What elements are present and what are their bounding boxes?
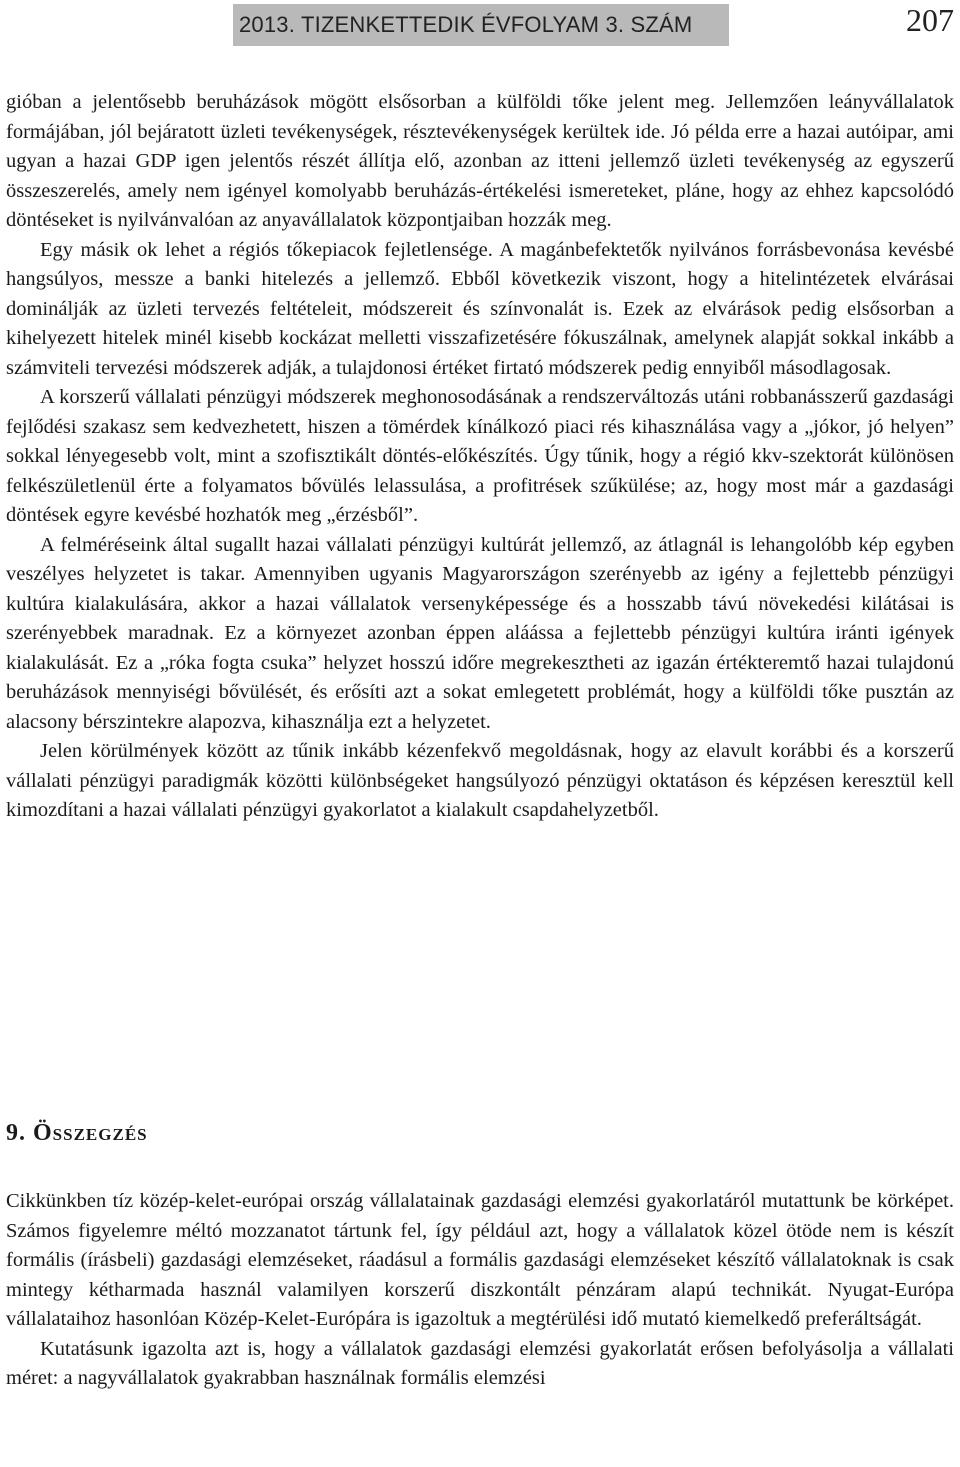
paragraph: gióban a jelentősebb beruházások mögött elsősorban a külföldi tőke jelent meg. Jellemzően leányvállalatok formájában, jól bejáratott üzleti tevékenységek, résztevékenységek kerültek ide. Jó példa erre a hazai autóipar, ami ugyan a hazai GDP igen jelentős részét állítja elő, azonban az itteni jellemző üzleti tevékenység az egyszerű összeszerelés, amely nem igényel komolyabb beruházás-értékelési ismereteket, pláne, hogy az ehhez kapcsolódó döntéseket is nyilvánvalóan az anyavállalatok központjaiban hozzák meg. bbox=[6, 91, 954, 231]
running-header bbox=[233, 4, 729, 46]
paragraph: Jelen körülmények között az tűnik inkább kézenfekvő megoldásnak, hogy az elavult korábbi és a korszerű vállalati pénzügyi paradigmák közötti különbségeket hangsúlyozó pénzügyi oktatáson és képzésen keresztül kell kimozdítani a hazai vállalati pénzügyi gyakorlatot a kialakult csapdahelyzetből. bbox=[6, 740, 954, 821]
page-number: 207 bbox=[906, 2, 954, 38]
paragraph: Kutatásunk igazolta azt is, hogy a vállalatok gazdasági elemzési gyakorlatát erősen befolyásolja a vállalati méret: a nagyvállalatok gyakrabban használnak formális elemzési bbox=[6, 1337, 954, 1389]
section-text bbox=[6, 1187, 954, 1394]
paragraph: A korszerű vállalati pénzügyi módszerek meghonosodásának a rendszerváltozás utáni robbanásszerű gazdasági fejlődési szakasz sem kedvezhetett, hiszen a tömérdek kínálkozó piaci rés kihasználása vagy a „jókor, jó helyen” sokkal lényegesebb volt, mint a szofisztikált döntés-előkészítés. Úgy tűnik, hogy a régió kkv-szektorát különösen felkészületlenül érte a folyamatos bővülés lelassulása, a profitrések szűkülése; az, hogy most már a gazdasági döntések egyre kevésbé hozhatók meg „érzésből”. bbox=[6, 386, 954, 526]
journal-issue-title: 2013. TIZENKETTEDIK ÉVFOLYAM 3. SZÁM bbox=[239, 12, 693, 37]
paragraph: A felméréseink által sugallt hazai vállalati pénzügyi kultúrát jellemző, az átlagnál is lehangolóbb kép egyben veszélyes helyzetet is takar. Amennyiben ugyanis Magyarországon szerényebb az igény a fejlettebb pénzügyi kultúra kialakulására, akkor a hazai vállalatok versenyképessége és a hosszabb távú növekedési kilátásai is szerényebbek maradnak. Ez a környezet azonban éppen aláássa a fejlettebb pénzügyi kultúra iránti igények kialakulását. Ez a „róka fogta csuka” helyzet hosszú időre megrekesztheti az igazán értékteremtő hazai tulajdonú beruházások mennyiségi bővülését, és erősíti azt a sokat emlegetett problémát, hogy a külföldi tőke pusztán az alacsony bérszintekre alapozva, kihasználja ezt a helyzetet. bbox=[6, 533, 954, 733]
section-heading: 9. Összegzés bbox=[6, 1120, 148, 1146]
paragraph: Egy másik ok lehet a régiós tőkepiacok fejletlensége. A magánbefektetők nyilvános forrásbevonása kevésbé hangsúlyos, messze a banki hitelezés a jellemző. Ebből következik viszont, hogy a hitelintézetek elvárásai dominálják az üzleti tervezés feltételeit, módszereit és színvonalát is. Ezek az elvárások pedig elsősorban a kihelyezett hitelek minél kisebb kockázat melletti visszafizetésére fókuszálnak, amelynek alapját sokkal inkább a számviteli tervezési módszerek adják, a tulajdonosi értéket firtató módszerek pedig ennyiből másodlagosak. bbox=[6, 238, 954, 379]
body-text bbox=[6, 88, 954, 826]
paragraph: Cikkünkben tíz közép-kelet-európai ország vállalatainak gazdasági elemzési gyakorlatáról mutattunk be körképet. Számos figyelemre méltó mozzanatot tártunk fel, így például azt, hogy a vállalatok közel ötöde nem is készít formális (írásbeli) gazdasági elemzéseket, ráadásul a formális gazdasági elemzéseket készítő vállalatoknak is csak mintegy kétharmada használ valamilyen korszerű diszkontált pénzáram alapú technikát. Nyugat-Európa vállalataihoz hasonlóan Közép-Kelet-Európára is igazoltuk a megtérülési idő mutató kiemelkedő preferáltságát. bbox=[6, 1190, 954, 1330]
